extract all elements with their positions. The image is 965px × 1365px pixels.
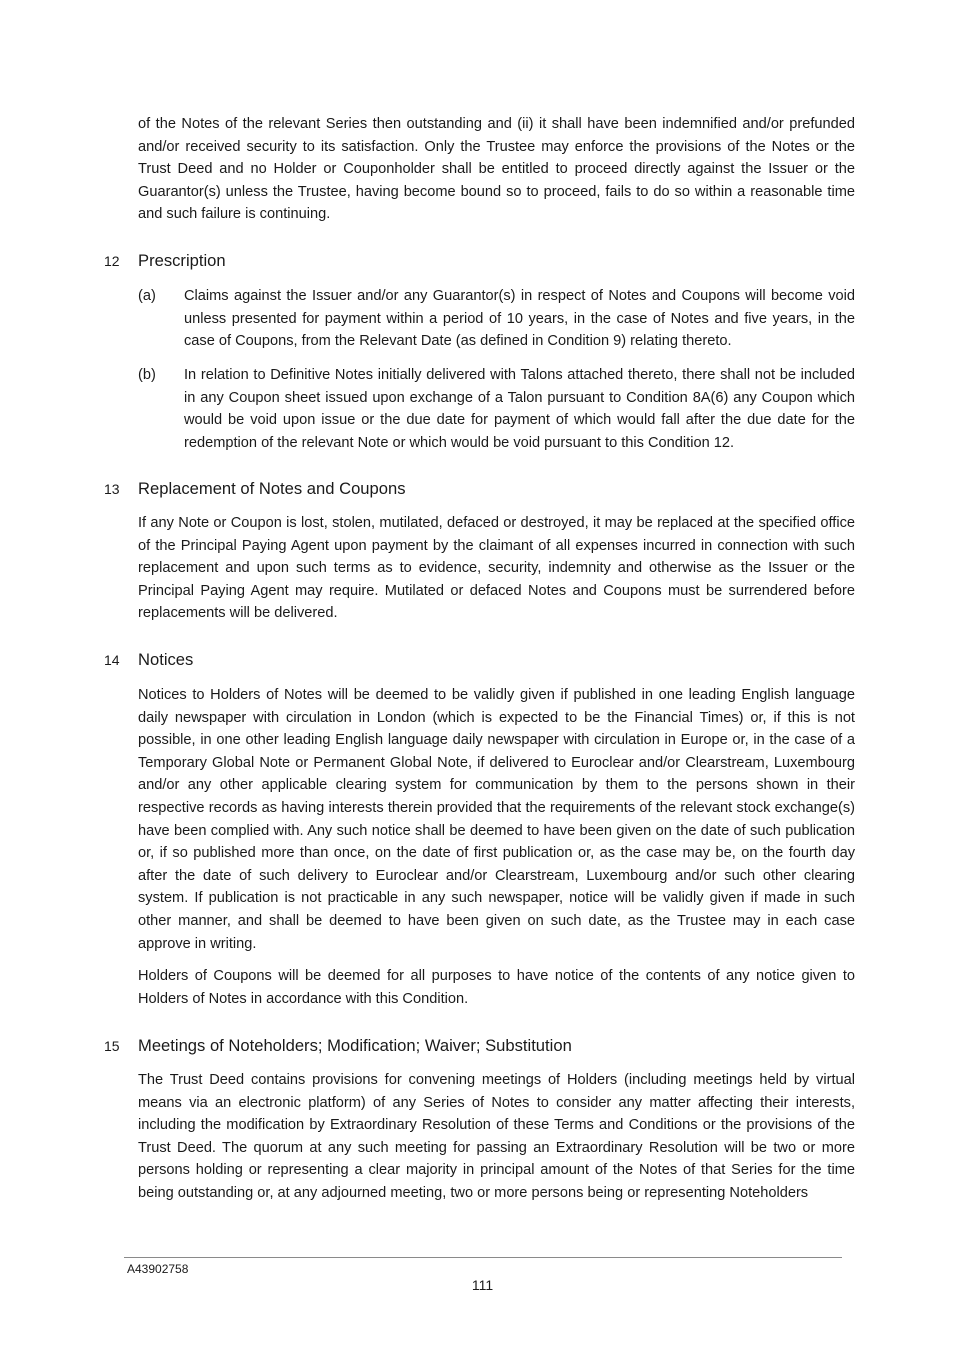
footer-divider (124, 1257, 842, 1258)
section-title: Notices (138, 650, 194, 669)
section-number: 14 (104, 652, 120, 668)
document-id: A43902758 (127, 1262, 189, 1276)
continuation-paragraph: of the Notes of the relevant Series then outstanding and (ii) it shall have been indemnified and/or prefunded and/or received security to its satisfaction. Only the Trustee may enforce the provisions of the Notes or the Trust Deed and no Holder or Couponholder shall be entitled to proceed directly against the Issuer or the Guarantor(s) unless the Trustee, having become bound so to proceed, fails to do so within a reasonable time and such failure is continuing. (138, 116, 855, 223)
section-heading-14 (104, 648, 864, 672)
body-paragraph: Notices to Holders of Notes will be deemed to be validly given if published in one leading English language daily newspaper with circulation in London (which is expected to be the Financial Times) or, if this is not possible, in one other leading English language daily newspaper with circulation in Europe or, in the case of a Temporary Global Note or Permanent Global Note, if delivered to Euroclear and/or Clearstream, Luxembourg and/or any other applicable clearing system for communication by them to the persons shown in their respective records as having interests therein provided that the requirements of the relevant stock exchange(s) have been complied with. Any such notice shall be deemed to have been given on the date of such publication or, if so published more than once, on the date of first publication or, as the case may be, on the fourth day after the date of such delivery to Euroclear and/or Clearstream, Luxembourg and/or such other clearing system. If publication is not practicable in any such newspaper, notice will be validly given if made in such other manner, and shall be deemed to have been given on such date, as the Trustee may in each case approve in writing. (138, 687, 855, 952)
list-item-label: (b) (138, 367, 156, 383)
body-paragraph: Holders of Coupons will be deemed for all purposes to have notice of the contents of any notice given to Holders of Notes in accordance with this Condition. (138, 968, 855, 1007)
section-heading-15 (104, 1034, 864, 1058)
section-title: Replacement of Notes and Coupons (138, 479, 406, 498)
list-item-text: In relation to Definitive Notes initially delivered with Talons attached thereto, there shall not be included in any Coupon sheet issued upon exchange of a Talon pursuant to Condition 8A(6) any Coupon which would be void upon issue or the due date for payment of which would fall after the due date for the redemption of the relevant Note or which would be void pursuant to this Condition 12. (184, 367, 855, 451)
body-paragraph: The Trust Deed contains provisions for convening meetings of Holders (including meetings held by virtual means via an electronic platform) of any Series of Notes to consider any matter affecting their interests, including the modification by Extraordinary Resolution of these Terms and Conditions or the provisions of the Trust Deed. The quorum at any such meeting for passing an Extraordinary Resolution will be two or more persons holding or representing a clear majority in principal amount of the Notes of that Series for the time being outstanding or, at any adjourned meeting, two or more persons being or representing Noteholders (138, 1072, 855, 1201)
page-number: 111 (471, 1277, 494, 1293)
section-title: Prescription (138, 251, 226, 270)
list-item-label: (a) (138, 288, 156, 304)
section-number: 12 (104, 253, 120, 269)
list-item-text: Claims against the Issuer and/or any Guarantor(s) in respect of Notes and Coupons will become void unless presented for payment within a period of 10 years, in the case of Notes and five years, in the case of Coupons, from the Relevant Date (as defined in Condition 9) relating thereto. (184, 288, 855, 350)
section-heading-12 (104, 249, 864, 273)
section-number: 15 (104, 1038, 120, 1054)
section-title: Meetings of Noteholders; Modification; Waiver; Substitution (138, 1036, 572, 1055)
section-number: 13 (104, 481, 120, 497)
section-heading-13 (104, 477, 864, 501)
body-paragraph: If any Note or Coupon is lost, stolen, mutilated, defaced or destroyed, it may be replaced at the specified office of the Principal Paying Agent upon payment by the claimant of all expenses incurred in connection with such replacement and upon such terms as to evidence, security, indemnity and otherwise as the Issuer or the Principal Paying Agent may require. Mutilated or defaced Notes and Coupons must be surrendered before replacements will be delivered. (138, 515, 855, 622)
